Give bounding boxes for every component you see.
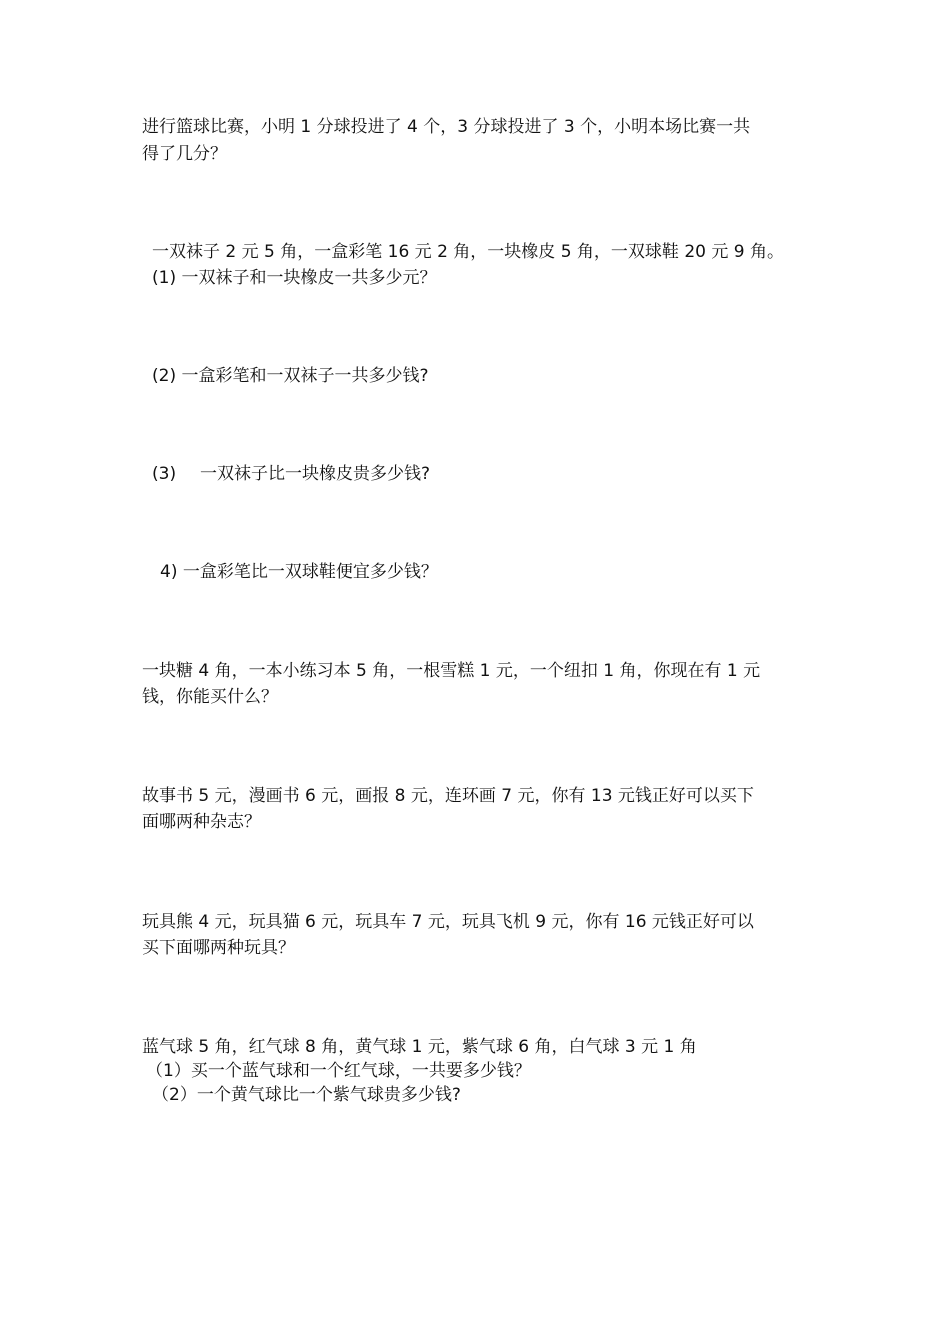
question-4-line-1: 故事书 5 元，漫画书 6 元，画报 8 元，连环画 7 元，你有 13 元钱正好可以买下 (142, 786, 754, 806)
question-2-sub-4: 4) 一盒彩笔比一双球鞋便宜多少钱？ (160, 562, 438, 582)
question-5-line-1: 玩具熊 4 元，玩具猫 6 元，玩具车 7 元，玩具飞机 9 元，你有 16 元钱正好可以 (142, 912, 754, 932)
question-2-sub-3-number: (3) (152, 464, 177, 484)
question-6-line-1: 蓝气球 5 角，红气球 8 角，黄气球 1 元，紫气球 6 角，白气球 3 元 1 角 (142, 1037, 697, 1057)
question-6-sub-1: （1）买一个蓝气球和一个红气球，一共要多少钱？ (146, 1061, 531, 1081)
question-3-line-1: 一块糖 4 角，一本小练习本 5 角，一根雪糕 1 元，一个纽扣 1 角，你现在有 1 元 (142, 661, 761, 681)
question-2-sub-1: (1) 一双袜子和一块橡皮一共多少元？ (152, 268, 437, 288)
question-1-line-1: 进行篮球比赛，小明 1 分球投进了 4 个，3 分球投进了 3 个，小明本场比赛一共 (142, 117, 751, 137)
question-4-line-2: 面哪两种杂志？ (142, 812, 261, 832)
question-2-sub-2: (2) 一盒彩笔和一双袜子一共多少钱? (152, 366, 429, 386)
question-2-sub-3-text: 一双袜子比一块橡皮贵多少钱? (200, 464, 431, 484)
question-3-line-2: 钱，你能买什么？ (142, 687, 278, 707)
question-2-intro: 一双袜子 2 元 5 角，一盒彩笔 16 元 2 角，一块橡皮 5 角，一双球鞋 20 元 9 角。 (152, 242, 784, 262)
question-1-line-2: 得了几分？ (142, 144, 227, 164)
question-5-line-2: 买下面哪两种玩具？ (142, 938, 295, 958)
question-6-sub-2: （2）一个黄气球比一个紫气球贵多少钱? (152, 1085, 461, 1105)
